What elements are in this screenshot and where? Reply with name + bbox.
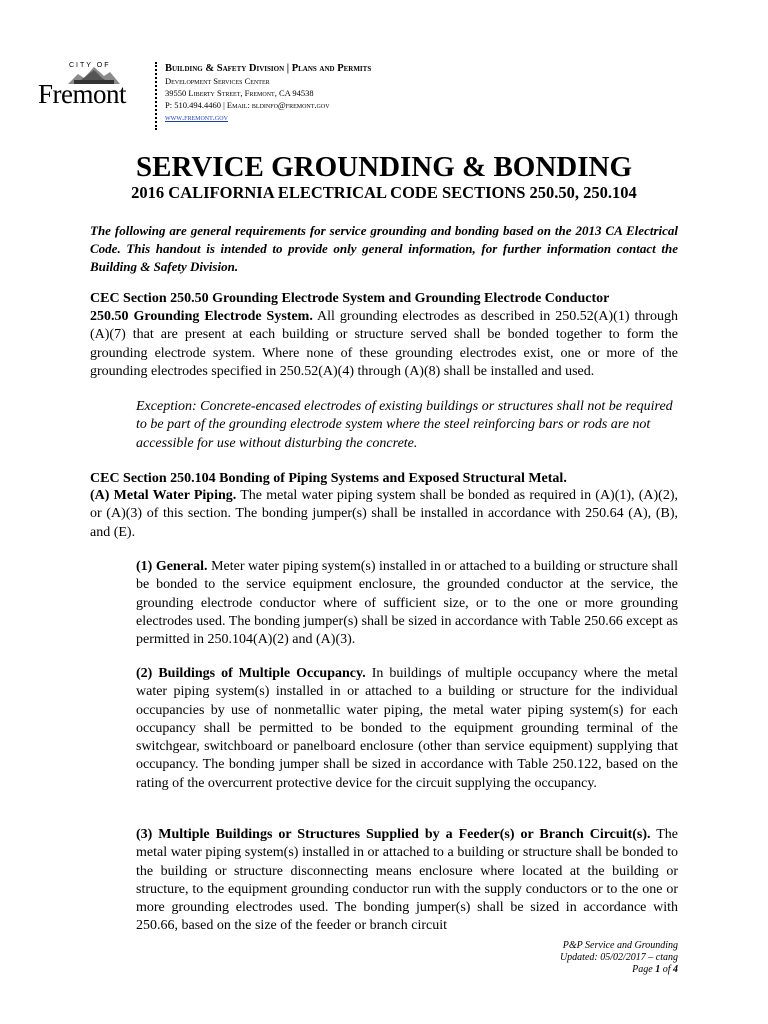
footer-updated: Updated: 05/02/2017 – ctang: [559, 952, 678, 963]
multiple-occupancy-paragraph: [136, 665, 678, 793]
website-link[interactable]: www.fremont.gov: [165, 112, 228, 122]
footer-doc-name: P&P Service and Grounding: [562, 940, 678, 951]
general-body: Meter water piping system(s) installed in or attached to a building or structure shall be bonded to the service equipment enclosure, the grounded conductor at the service, the grounding electrode conductor where of sufficient size, or to the one or more grounding electrodes used. The bonding jumper(s) shall be sized in accordance with Table 250.66 except as permitted in 250.104(A)(2) and (A)(3).: [136, 559, 679, 648]
multiple-buildings-paragraph: [136, 826, 678, 936]
footer-page-number: [560, 964, 678, 976]
section-name: Plans and Permits: [291, 63, 372, 74]
email: Email: bldinfo@fremont.gov: [226, 100, 330, 110]
multiple-buildings-lead: (3) Multiple Buildings or Structures Supplied by a Feeder(s) or Branch Circuit(s).: [136, 827, 651, 842]
division-name: Building & Safety Division: [165, 63, 285, 74]
metal-water-piping-paragraph: [90, 487, 678, 542]
section-250-50-body: All grounding electrodes as described in 250.52(A)(1) through (A)(7) that are present at each building or structure served shall be bonded together to form the grounding electrode system. Where none of these grounding electrodes exist, one or more of the grounding electrodes specified in 250.52(A)(4) through (A)(8) shall be installed and used.: [90, 309, 678, 379]
page-prefix: Page: [632, 964, 656, 975]
section-250-50-heading: CEC Section 250.50 Grounding Electrode System and Grounding Electrode Conductor: [90, 291, 610, 306]
multiple-occupancy-lead: (2) Buildings of Multiple Occupancy.: [136, 666, 366, 681]
logo-city-text: CITY OF: [69, 62, 111, 69]
intro-paragraph: The following are general requirements for service grounding and bonding based on the 2013 CA Electrical Code. This handout is intended to provide only general information, for further information contact the Building & Safety Division.: [90, 223, 678, 274]
multiple-buildings-body: The metal water piping system(s) installed in or attached to a building or structure shall be bonded to the building or structure disconnecting means enclosure where located at the building or structure, to the equipment grounding conductor run with the supply conductors or to the one or more grounding electrodes used. The bonding jumper(s) shall be sized in accordance with 250.66, based on the size of the feeder or branch circuit: [136, 827, 678, 934]
logo-name: Fremont: [38, 79, 126, 109]
metal-water-piping-lead: (A) Metal Water Piping.: [90, 488, 237, 503]
page-mid: of: [660, 964, 673, 975]
phone: P: 510.494.4460: [165, 100, 221, 110]
multiple-occupancy-body: In buildings of multiple occupancy where the metal water piping system(s) installed in or attached to a building or structure for the individual occupancies by use of nonmetallic water piping, the metal water piping system(s) for each occupancy shall be permitted to be bonded to the equipment grounding terminal of the switchgear, switchboard or panelboard enclosure (other than service equipment) supplying that occupancy. The bonding jumper shall be sized in accordance with Table 250.122, based on the rating of the overcurrent protective device for the circuit supplying the occupancy.: [136, 666, 679, 791]
division-line: Building & Safety Division | Plans and Permits: [165, 63, 372, 74]
section-250-104-heading: CEC Section 250.104 Bonding of Piping Systems and Exposed Structural Metal.: [90, 471, 567, 486]
page-footer: [560, 940, 678, 976]
exception-paragraph: Exception: Concrete-encased electrodes of existing buildings or structures shall not be required to be part of the grounding electrode system where the steel reinforcing bars or rods are not accessible for use without disturbing the concrete.: [136, 399, 673, 451]
page-total: 4: [673, 964, 678, 975]
section-250-50-paragraph: [90, 308, 678, 381]
header-divider: [155, 62, 157, 130]
page-subtitle: 2016 CALIFORNIA ELECTRICAL CODE SECTIONS 250.50, 250.104: [131, 183, 637, 202]
page-title: SERVICE GROUNDING & BONDING: [135, 151, 633, 183]
contact-block: [165, 63, 371, 123]
general-paragraph: [136, 558, 678, 649]
city-logo: [38, 62, 146, 112]
general-lead: (1) General.: [136, 559, 208, 574]
phone-email-line: P: 510.494.4460 | Email: bldinfo@fremont.gov: [165, 100, 330, 110]
metal-water-piping-body: The metal water piping system shall be bonded as required in (A)(1), (A)(2), or (A)(3) of this section. The bonding jumper(s) shall be installed in accordance with 250.64 (A), (B), and (E).: [90, 488, 679, 540]
page-num: 1: [655, 964, 661, 975]
section-250-50-lead: 250.50 Grounding Electrode System.: [90, 309, 313, 324]
address: 39550 Liberty Street, Fremont, CA 94538: [165, 88, 314, 98]
center-name: Development Services Center: [165, 76, 270, 86]
